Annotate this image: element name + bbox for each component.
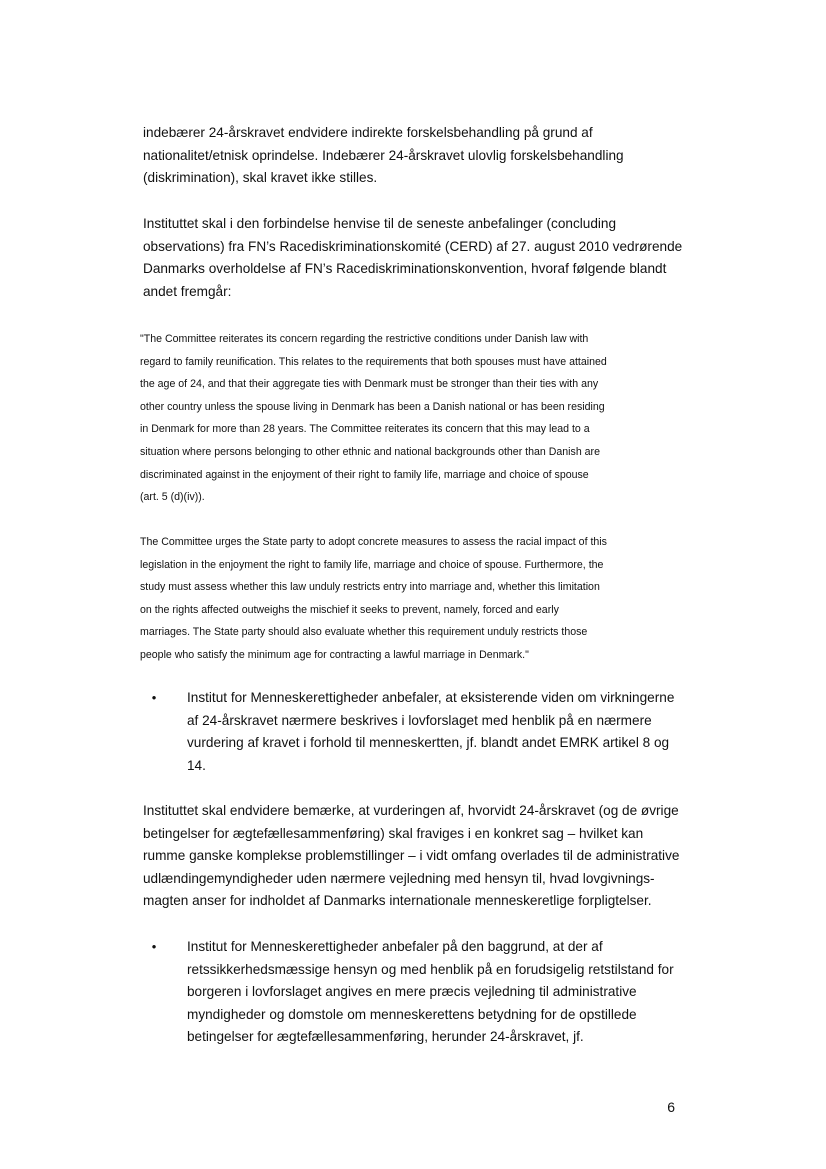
page-number: 6 [667, 1099, 675, 1115]
paragraph-intro: indebærer 24-årskravet endvidere indirekte forskelsbehandling på grund af nationalitet/etnisk oprindelse. Indebærer 24-årskravet ulovlig forskelsbehandling (diskrimination), skal kravet ikke stilles. [143, 125, 624, 185]
paragraph-cerd-reference: Instituttet skal i den forbindelse henvise til de seneste anbefalinger (concluding observations) fra FN’s Racediskriminationskomité (CERD) af 27. august 2010 vedrørende Danmarks overholdelse af FN’s Racediskriminationskonvention, hvoraf følgende blandt andet fremgår: [143, 216, 683, 299]
bullet-icon: • [151, 690, 157, 705]
quote-committee-concern: "The Committee reiterates its concern regarding the restrictive conditions under Danish law with regard to family reunification. This relates to the requirements that both spouses must have attained the age of 24, and that their aggregate ties with Denmark must be stronger than their ties with any other country unless the spouse living in Denmark has been a Danish national or has been residing in Denmark for more than 28 years. The Committee reiterates its concern that this may lead to a situation where persons belonging to other ethnic and national backgrounds other than Danish are discriminated against in the enjoyment of their right to family life, marriage and choice of spouse (art. 5 (d)(iv)). [140, 333, 607, 504]
recommendation-text-1: Institut for Menneskerettigheder anbefaler, at eksisterende viden om virkningerne af 24-årskravet nærmere beskrives i lovforslaget med henblik på en nærmere vurdering af kravet i forhold til menneskertten, jf. blandt andet EMRK artikel 8 og 14. [187, 690, 675, 773]
quote-committee-urges: The Committee urges the State party to adopt concrete measures to assess the racial impact of this legislation in the enjoyment the right to family life, marriage and choice of spouse. Furthermore, the study must assess whether this law unduly restricts entry into marriage and, whether this limitation on the rights affected outweighs the mischief it seeks to prevent, namely, forced and early marriages. The State party should also evaluate whether this requirement unduly restricts those people who satisfy the minimum age for contracting a lawful marriage in Denmark." [140, 536, 607, 661]
bullet-icon: • [151, 939, 157, 954]
recommendation-text-2: Institut for Menneskerettigheder anbefaler på den baggrund, at der af retssikkerhedsmæssige hensyn og med henblik på en forudsigelig retstilstand for borgeren i lovforslaget angives en mere præcis vejledning til administrative myndigheder og domstole om menneskerettens betydning for de opstillede betingelser for ægtefællesammenføring, herunder 24-årskravet, jf. [187, 939, 674, 1044]
paragraph-assessment: Instituttet skal endvidere bemærke, at vurderingen af, hvorvidt 24-årskravet (og de øvrige betingelser for ægtefællesammenføring) skal fraviges i en konkret sag – hvilket kan rumme ganske komplekse problemstillinger – i vidt omfang overlades til de administrative udlændingemyndigheder uden nærmere vejledning med hensyn til, hvad lovgivnings- magten anser for indholdet af Danmarks internationale menneskeretlige forpligtelser. [143, 803, 680, 908]
